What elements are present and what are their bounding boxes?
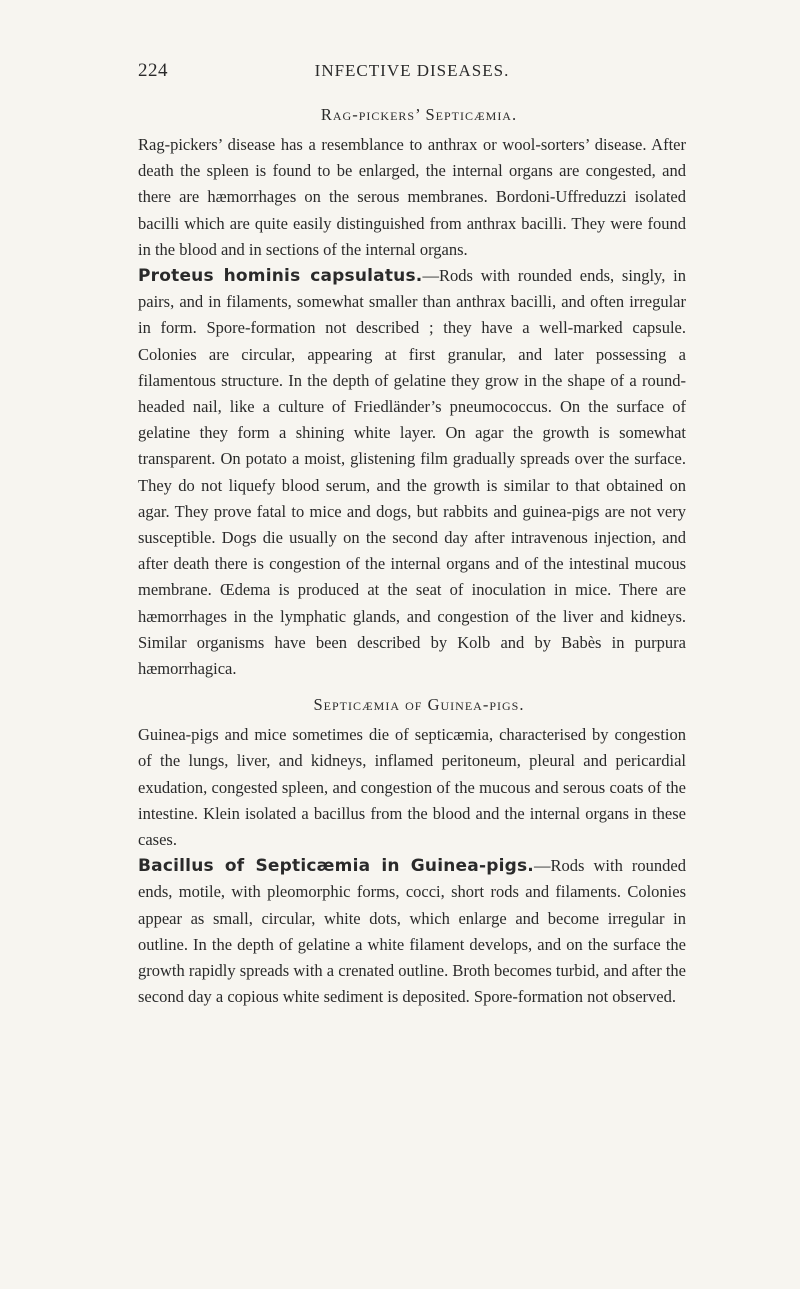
- organism-name-bacillus-septicaemia: Bacillus of Septicæmia in Guinea-pigs.: [138, 856, 534, 877]
- paragraph-guinea-pigs-intro: Guinea-pigs and mice sometimes die of septicæmia, characterised by congestion of the lungs, liver, and kidneys, inflamed peritoneum, pleural and pericardial exudation, congested spleen, and congestion of the mucous and serous coats of the intestine. Klein isolated a bacillus from the blood and the internal organs in these cases.: [138, 725, 686, 850]
- paragraph-bacillus-septicaemia: [138, 853, 686, 1010]
- running-title: INFECTIVE DISEASES.: [314, 61, 510, 80]
- text-block: [138, 60, 686, 1011]
- paragraph-proteus-hominis: [138, 263, 686, 682]
- page-number: 224: [138, 60, 168, 81]
- section-heading-guinea-pigs: Septicæmia of Guinea-pigs.: [313, 695, 525, 715]
- organism-name-proteus-hominis: Proteus hominis capsulatus.: [138, 266, 423, 287]
- paragraph-bacillus-septicaemia-body: —Rods with rounded ends, motile, with pleomorphic forms, cocci, short rods and filaments. Colonies appear as small, circular, white dots, which enlarge and become irregular in outline. In the depth of gelatine a white filament develops, and on the surface the growth rapidly spreads with a crenated outline. Broth becomes turbid, and after the second day a copious white sediment is deposited. Spore-formation not observed.: [138, 856, 686, 1007]
- section-heading-rag-pickers: Rag-pickers’ Septicæmia.: [320, 105, 518, 124]
- paragraph-rag-pickers-intro: Rag-pickers’ disease has a resemblance to anthrax or wool-sorters’ disease. After death the spleen is found to be enlarged, the internal organs are congested, and there are hæmorrhages on the serous membranes. Bordoni-Uffreduzzi isolated bacilli which are quite easily distinguished from anthrax bacilli. They were found in the blood and in sections of the internal organs.: [138, 135, 686, 259]
- paragraph-proteus-hominis-body: —Rods with rounded ends, singly, in pairs, and in filaments, somewhat smaller than anthrax bacilli, and often irregular in form. Spore-formation not described ; they have a well-marked capsule. Colonies are circular, appearing at first granular, and later possessing a filamentous structure. In the depth of gelatine they grow in the shape of a round-headed nail, like a culture of Friedländer’s pneumococcus. On the surface of gelatine they form a shining white layer. On agar the growth is somewhat transparent. On potato a moist, glistening film gradually spreads over the surface. They do not liquefy blood serum, and the growth is similar to that obtained on agar. They prove fatal to mice and dogs, but rabbits and guinea-pigs are not very susceptible. Dogs die usually on the second day after intravenous injection, and after death there is congestion of the internal organs and of the intestinal mucous membrane. Œdema is produced at the seat of inoculation in mice. There are hæmorrhages in the lymphatic glands, and congestion of the liver and kidneys. Similar organisms have been described by Kolb and by Babès in purpura hæmorrhagica.: [138, 266, 686, 679]
- running-head: [138, 60, 686, 84]
